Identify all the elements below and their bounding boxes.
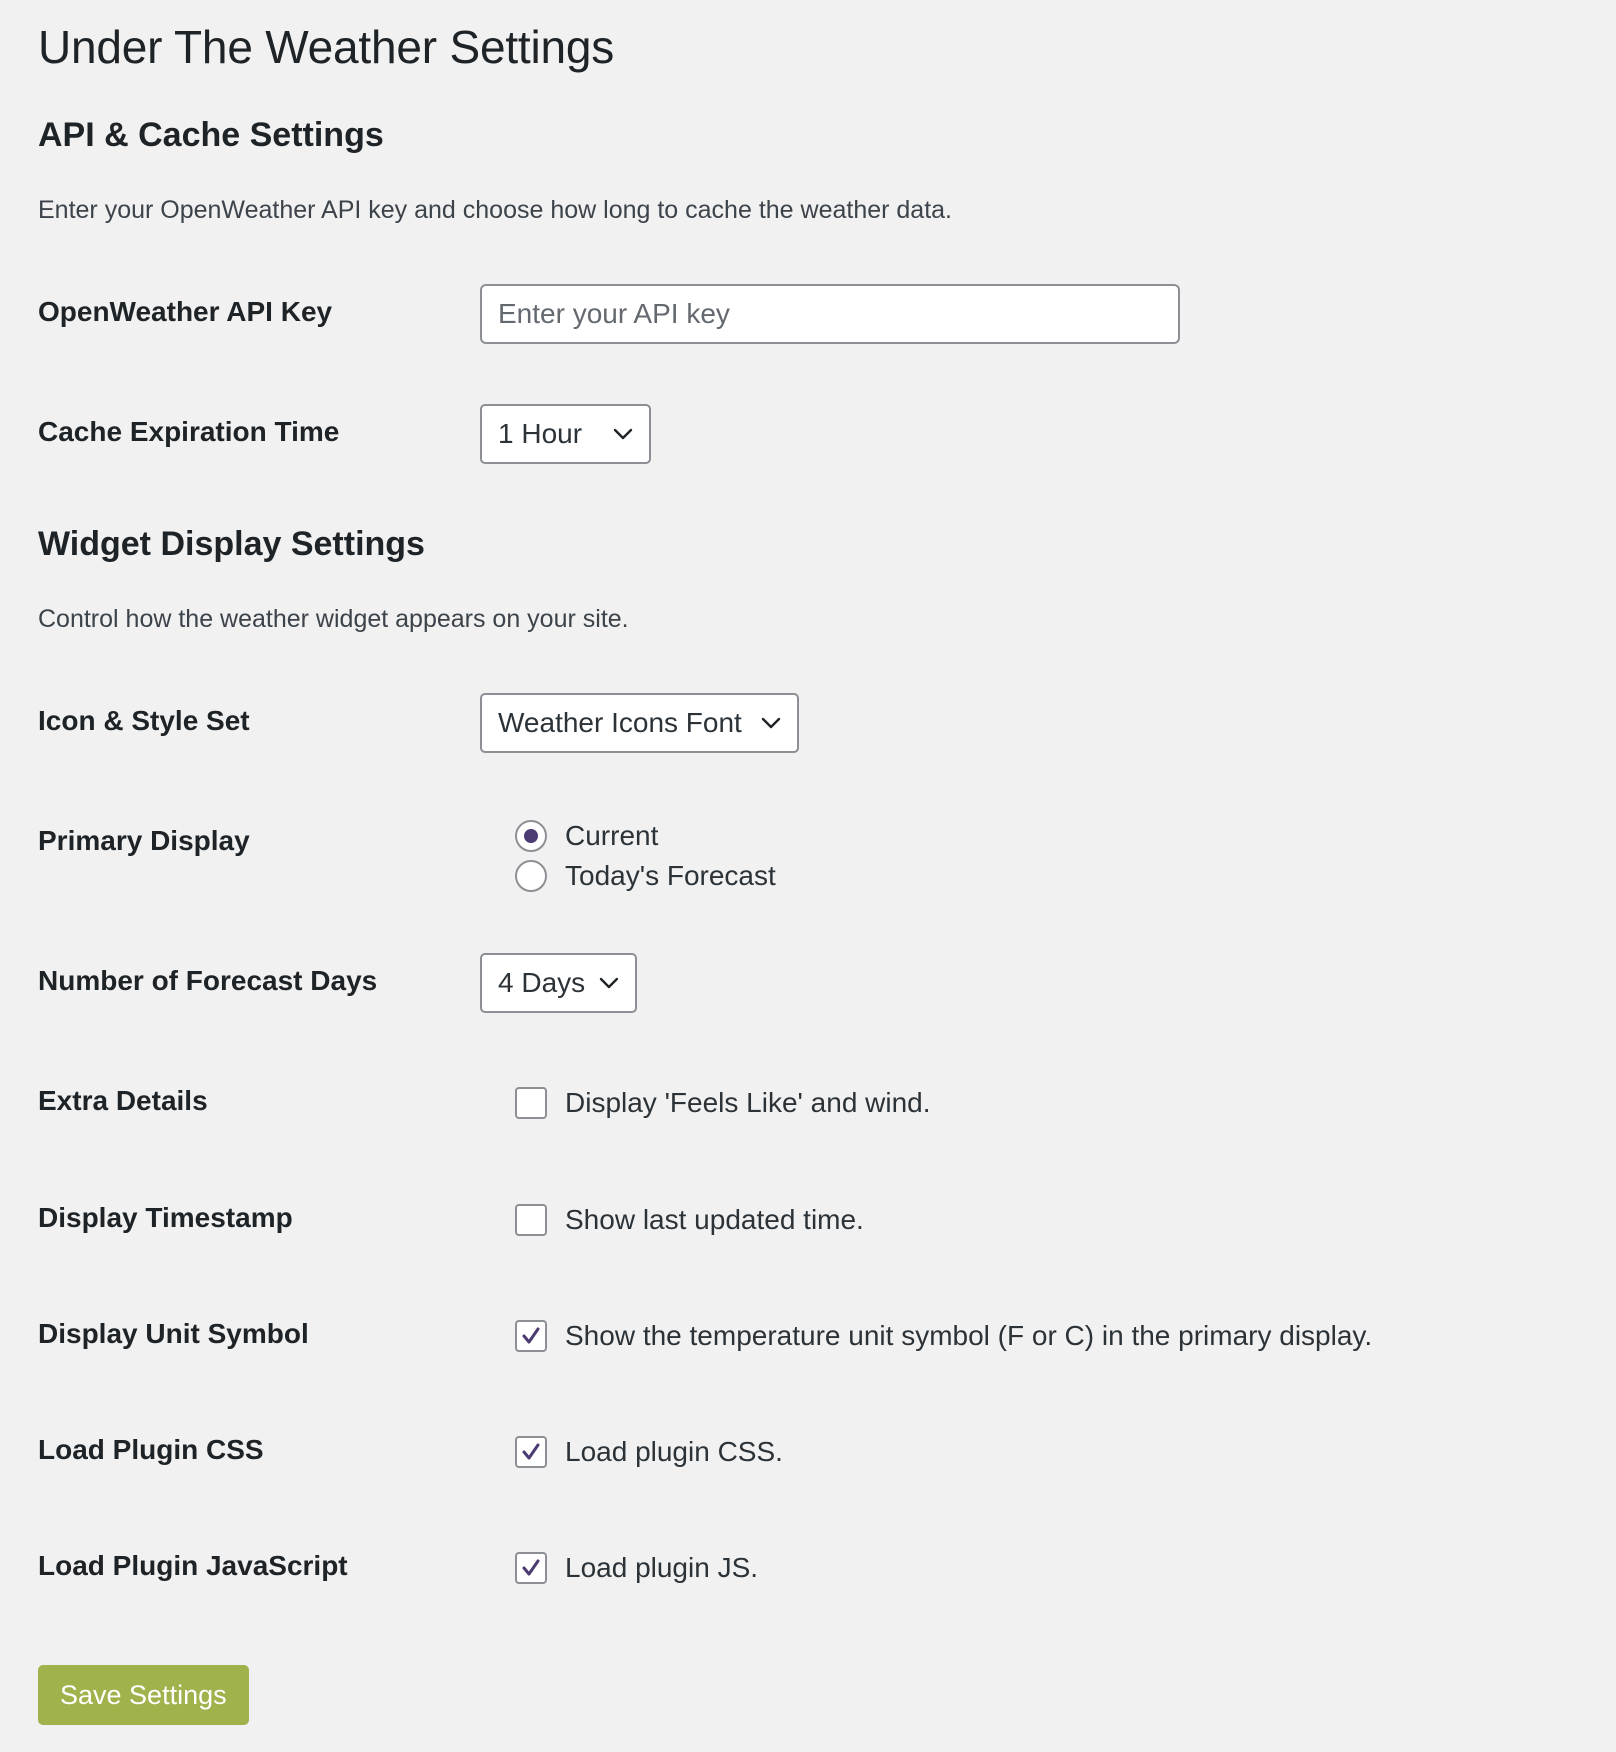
load-plugin-js-option-label: Load plugin JS. [565, 1552, 759, 1583]
cache-expiration-label: Cache Expiration Time [38, 416, 340, 447]
extra-details-option-label: Display 'Feels Like' and wind. [565, 1087, 931, 1118]
load-plugin-js-checkbox[interactable] [515, 1552, 547, 1584]
forecast-days-select[interactable] [480, 953, 637, 1013]
icon-style-select[interactable] [480, 693, 799, 753]
display-timestamp-option-label: Show last updated time. [565, 1204, 864, 1235]
chevron-down-icon [759, 711, 783, 735]
forecast-days-value: 4 Days [498, 967, 586, 998]
checkmark-icon [519, 1440, 543, 1464]
icon-style-value: Weather Icons Font [498, 707, 742, 738]
api-cache-section-description: Enter your OpenWeather API key and choose how long to cache the weather data. [38, 196, 953, 224]
extra-details-checkbox[interactable] [515, 1087, 547, 1119]
api-cache-section-title: API & Cache Settings [38, 116, 384, 154]
radio-option-todays-forecast[interactable] [515, 856, 776, 896]
radio-todays-forecast-label: Today's Forecast [565, 860, 776, 891]
checkmark-icon [519, 1556, 543, 1580]
display-unit-symbol-checkbox-row[interactable] [515, 1316, 1372, 1356]
load-plugin-css-checkbox[interactable] [515, 1436, 547, 1468]
widget-display-section-description: Control how the weather widget appears on your site. [38, 605, 629, 633]
cache-expiration-value: 1 Hour [498, 418, 583, 449]
load-plugin-js-checkbox-row[interactable] [515, 1548, 758, 1588]
api-key-input[interactable] [480, 284, 1180, 344]
primary-display-label: Primary Display [38, 825, 250, 856]
load-plugin-css-option-label: Load plugin CSS. [565, 1436, 783, 1467]
radio-current-label: Current [565, 820, 659, 851]
display-unit-symbol-option-label: Show the temperature unit symbol (F or C) in the primary display. [565, 1320, 1373, 1351]
radio-current[interactable] [515, 820, 547, 852]
forecast-days-label: Number of Forecast Days [38, 965, 378, 996]
extra-details-checkbox-row[interactable] [515, 1083, 931, 1123]
radio-selected-dot [524, 829, 538, 843]
chevron-down-icon [597, 971, 621, 995]
load-plugin-css-option [515, 1432, 783, 1472]
display-unit-symbol-option [515, 1316, 1372, 1356]
extra-details-label: Extra Details [38, 1085, 208, 1116]
load-plugin-css-label: Load Plugin CSS [38, 1434, 264, 1465]
radio-option-current[interactable] [515, 816, 776, 856]
icon-style-label: Icon & Style Set [38, 705, 250, 736]
checkmark-icon [519, 1324, 543, 1348]
radio-todays-forecast[interactable] [515, 860, 547, 892]
page-title: Under The Weather Settings [38, 21, 615, 73]
forecast-days-field-wrap [480, 953, 637, 1013]
load-plugin-css-checkbox-row[interactable] [515, 1432, 783, 1472]
icon-style-field-wrap [480, 693, 799, 753]
display-timestamp-checkbox[interactable] [515, 1204, 547, 1236]
cache-expiration-field-wrap [480, 404, 651, 464]
display-timestamp-checkbox-row[interactable] [515, 1200, 864, 1240]
api-key-field-wrap [480, 284, 1180, 344]
display-timestamp-label: Display Timestamp [38, 1202, 293, 1233]
chevron-down-icon [611, 422, 635, 446]
widget-display-section-title: Widget Display Settings [38, 525, 425, 563]
cache-expiration-select[interactable] [480, 404, 651, 464]
display-unit-symbol-checkbox[interactable] [515, 1320, 547, 1352]
display-unit-symbol-label: Display Unit Symbol [38, 1318, 309, 1349]
save-settings-button[interactable]: Save Settings [38, 1665, 249, 1725]
primary-display-radio-group [515, 816, 776, 896]
extra-details-option [515, 1083, 931, 1123]
load-plugin-js-label: Load Plugin JavaScript [38, 1550, 348, 1581]
api-key-label: OpenWeather API Key [38, 296, 333, 327]
display-timestamp-option [515, 1200, 864, 1240]
load-plugin-js-option [515, 1548, 758, 1588]
